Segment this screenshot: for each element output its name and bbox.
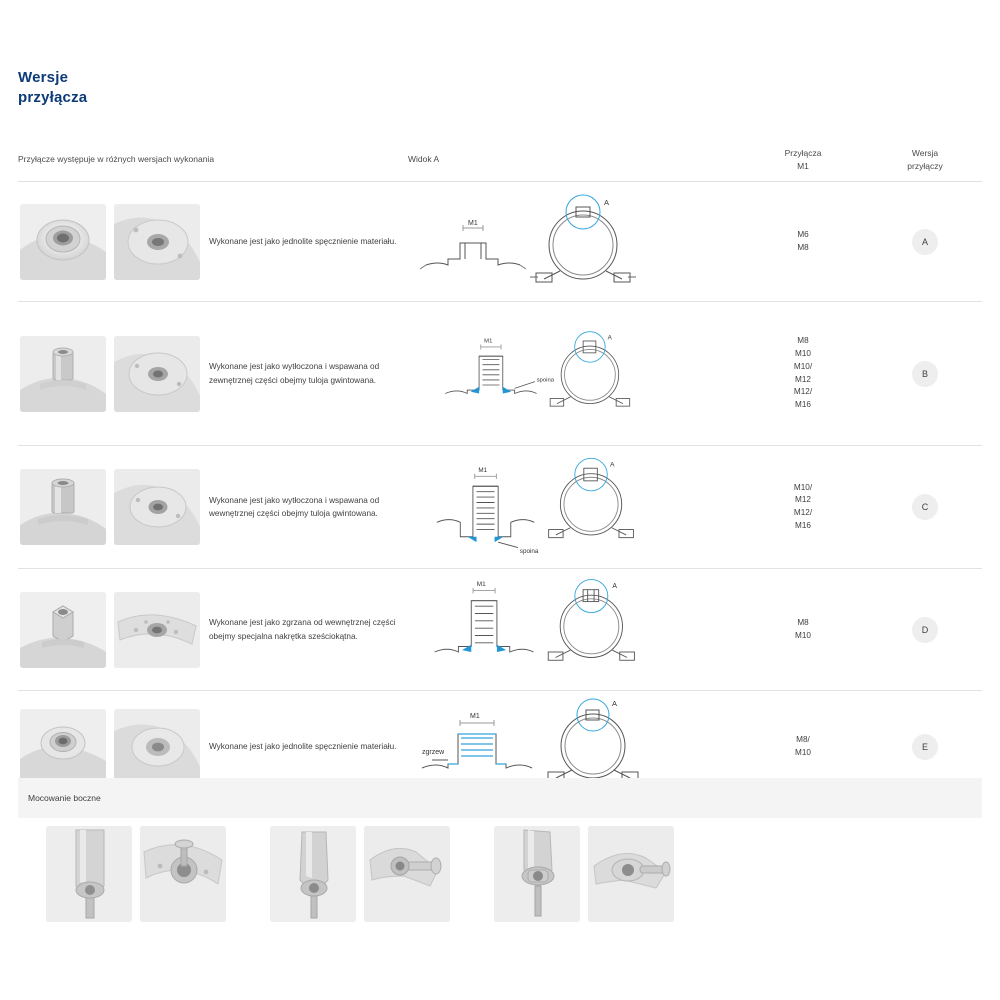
m1-value: M8/ (796, 734, 810, 744)
row-d-m1-cell (738, 569, 868, 690)
row-b-label-m1: M1 (484, 338, 493, 345)
row-c-view-cell (408, 446, 738, 568)
row-d-drawing (408, 575, 738, 685)
row-e-note: zgrzew (422, 748, 445, 756)
table-row (18, 302, 982, 446)
row-a-photos (18, 204, 203, 280)
header-version-label-1: Wersja (911, 147, 939, 158)
gallery-group (46, 826, 226, 936)
product-photo (20, 336, 106, 412)
product-photo (114, 592, 200, 668)
m1-value: M10 (795, 747, 811, 757)
row-c-m1-cell (738, 446, 868, 568)
row-a-label-m1: M1 (468, 219, 478, 227)
m1-value: M16 (795, 520, 811, 530)
product-photo (20, 204, 106, 280)
row-a-view-cell (408, 182, 738, 301)
mounting-photo (588, 826, 674, 922)
m1-value: M8 (797, 617, 809, 627)
m1-value: M8 (797, 242, 809, 252)
mounting-photo (364, 826, 450, 922)
section-label: Mocowanie boczne (28, 793, 101, 803)
row-c-note: spoina (519, 547, 539, 555)
product-photo (114, 336, 200, 412)
product-photo (20, 709, 106, 785)
m1-value: M12/ (793, 508, 813, 517)
row-e-label-a: A (612, 698, 618, 708)
side-mounting-gallery (18, 826, 982, 936)
row-c-label-m1: M1 (478, 466, 488, 474)
row-e-label-m1: M1 (470, 712, 480, 720)
row-d-view-cell (408, 569, 738, 690)
m1-value: M16 (795, 399, 811, 409)
m1-value: M12 (795, 495, 811, 505)
table-row (18, 569, 982, 691)
row-a-drawing (408, 187, 738, 297)
version-badge: E (912, 734, 938, 760)
row-b-version-cell (868, 302, 982, 445)
row-b-m1-cell (738, 302, 868, 445)
header-description-label: Przyłącze występuje w różnych wersjach wykonania (18, 154, 215, 165)
m1-value: M10 (795, 349, 811, 359)
row-b-note: spoina (536, 377, 555, 384)
header-view-label: Widok A (408, 154, 440, 165)
mounting-photo (140, 826, 226, 922)
row-d-version-cell (868, 569, 982, 690)
row-b-photos (18, 336, 203, 412)
table-header-row (18, 138, 982, 182)
m1-value: M12/ (793, 387, 813, 397)
row-c-photos (18, 469, 203, 545)
m1-value: M10/ (793, 361, 813, 371)
row-d-photos (18, 592, 203, 668)
gallery-group (270, 826, 450, 936)
mounting-photo (270, 826, 356, 922)
version-badge: B (912, 361, 938, 387)
version-badge: A (912, 229, 938, 255)
product-photo (114, 469, 200, 545)
row-c-label-a: A (609, 461, 615, 469)
product-photo (20, 592, 106, 668)
gallery-group (494, 826, 674, 936)
row-e-description: Wykonane jest jako jednolite spęcznienie materiału. (209, 741, 397, 751)
product-photo (114, 204, 200, 280)
header-cell-view (408, 153, 738, 166)
row-c-drawing (408, 452, 738, 562)
row-d-label-a: A (612, 582, 617, 590)
row-a-description: Wykonane jest jako jednolite spęcznienie materiału. (209, 236, 397, 246)
table-row (18, 446, 982, 569)
row-b-label-a: A (607, 333, 612, 341)
row-d-description: Wykonane jest jako zgrzana od wewnętrznej części obejmy specjalna nakrętka sześciokątna. (209, 618, 396, 641)
row-b-drawing (408, 319, 738, 429)
header-cell-version (868, 147, 982, 173)
row-b-description-cell (18, 302, 408, 445)
m1-value: M10/ (793, 482, 813, 492)
product-photo (114, 709, 200, 785)
mounting-photo (46, 826, 132, 922)
header-m1-label-1: Przyłącza (784, 147, 822, 158)
header-cell-m1 (738, 147, 868, 173)
header-cell-description (18, 153, 408, 166)
page-title (18, 68, 87, 109)
table-row (18, 182, 982, 302)
m1-value: M12 (795, 374, 811, 384)
versions-table (18, 138, 982, 803)
header-version-label-2: przyłączy (907, 160, 943, 171)
section-header-side-mounting (18, 778, 982, 818)
m1-value: M6 (797, 229, 809, 239)
row-c-description-cell (18, 446, 408, 568)
page-title-line-1: Wersje (18, 69, 69, 86)
mounting-photo (494, 826, 580, 922)
header-m1-label-2: M1 (797, 160, 809, 171)
row-a-m1-cell (738, 182, 868, 301)
version-badge: C (912, 494, 938, 520)
row-d-description-cell (18, 569, 408, 690)
page-title-line-2: przyłącza (18, 89, 88, 107)
version-badge: D (912, 617, 938, 643)
row-c-version-cell (868, 446, 982, 568)
row-a-description-cell (18, 182, 408, 301)
row-d-label-m1: M1 (476, 580, 486, 588)
m1-value: M8 (797, 336, 809, 346)
row-a-label-a: A (604, 197, 610, 207)
row-b-description: Wykonane jest jako wytłoczona i wspawana od zewnętrznej części obejmy tuloja gwintowana. (209, 362, 380, 385)
product-photo (20, 469, 106, 545)
row-b-view-cell (408, 302, 738, 445)
m1-value: M10 (795, 630, 811, 640)
row-a-version-cell (868, 182, 982, 301)
row-c-description: Wykonane jest jako wytłoczona i wspawana od wewnętrznej części obejmy tuloja gwintowana. (209, 495, 380, 518)
row-e-photos (18, 709, 203, 785)
